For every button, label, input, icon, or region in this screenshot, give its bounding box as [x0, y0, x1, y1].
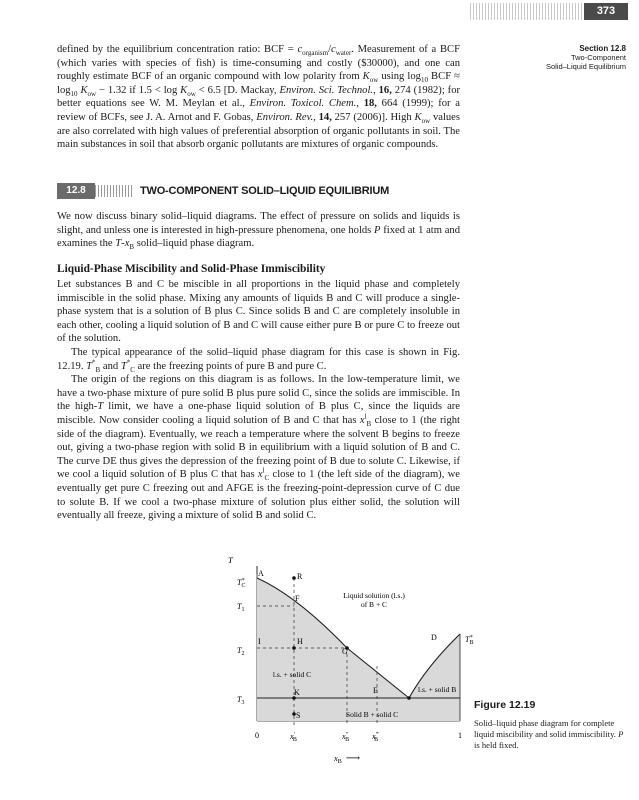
figure-caption: Solid–liquid phase diagram for complete liquid miscibility and solid immiscibility. P is held fixed.: [474, 718, 624, 750]
figure-label: Figure 12.19: [474, 699, 536, 711]
label-k: K: [294, 688, 300, 697]
label-i: I: [258, 637, 261, 646]
citation-journal: Environ. Rev.: [256, 111, 314, 123]
label-a: A: [258, 569, 264, 578]
y-axis-label: T: [228, 555, 233, 565]
region-label-solids: Solid B + solid C: [345, 710, 399, 719]
section-intro-paragraph: We now discuss binary solid–liquid diagrams. The effect of pressure on solids and liquids is slight, and unless one is interested in high-pressure phenomena, one holds P fixed at 1 atm and examines the $T-x_B$ solid–liquid phase diagram.: [57, 211, 460, 252]
intro-paragraph: defined by the equilibrium concentration ratio: BCF = $c_{organism}/c_{water}$. Measurement of a BCF (which varies with species of fish) is time-consuming and costly ($30000), and one can roughly estimate BCF of an organic compound with low polarity from $K_{ow}$ using $\log_{10}$ BCF ≈ $\log_{10} K_{ow} - 1.32$ if $1.5 < \log K_{ow} < 6.5$ [D. Mackay, Environ. Sci. Technol., 16, 274 (1982); for better equations see W. M. Meylan et al., Environ. Toxicol. Chem., 18, 664 (1999); for a review of BCFs, see J. A. Arnot and F. Gobas, Environ. Rev., 14, 257 (2006)]. High $K_{ow}$ values are also correlated with high values of preferential absorption of organic pollutants in soil. The main substances in soil that absorb organic pollutants are mixtures of organic compounds.: [57, 44, 461, 151]
label-g: G: [342, 647, 348, 656]
tick-label-tc: T* C: [237, 578, 246, 589]
label-d: D: [431, 633, 437, 642]
citation-journal: Environ. Toxicol. Chem.: [249, 98, 357, 110]
tick-label-x-prime: x′ B: [290, 732, 297, 743]
phase-diagram-figure: [222, 556, 472, 786]
tick-label-t2: $T_2$: [237, 646, 245, 657]
point-e: [407, 696, 411, 700]
body-paragraph-2: The typical appearance of the solid–liquid phase diagram for this case is shown in Fig. 12.19. $T^*_B$ and $T^*_C$ are the freezing points of pure B and pure C.: [57, 346, 460, 374]
label-s: S: [296, 711, 301, 720]
section-title: TWO-COMPONENT SOLID–LIQUID EQUILIBRIUM: [140, 185, 390, 197]
body-paragraph-3: The origin of the regions on this diagram is as follows. In the low-temperature limit, we have a two-phase mixture of pure solid B plus pure solid C, since the solids are immiscible. In the high-T limit, we have a one-phase liquid solution of B plus C, since the liquids are miscible. Now consider cooling a liquid solution of B and C that has $x^l_B$ close to 1 (the right side of the diagram). Eventually, we reach a temperature where the solvent B begins to freeze out, giving a two-phase region with solid B in equilibrium with a liquid solution of B and C. The curve DE thus gives the depression of the freezing point of B due to solute C. Likewise, if we cool a liquid solution of B plus C that has $x^l_C$ close to 1 (the left side of the diagram), we eventually get pure C freezing out and AFGE is the freezing-point-depression curve of C due to solute B. If we cool a two-phase mixture of solution plus either solid, the solution will eventually all freeze, giving a mixture of solid B and solid C.: [57, 374, 461, 522]
region-label-ls-solid-b: l.s. + solid B: [418, 685, 457, 694]
label-e: E: [373, 686, 378, 695]
header-decoration-bar: [470, 3, 584, 20]
region-label-liquid-2: of B + C: [360, 600, 388, 609]
tick-label-zero: 0: [255, 731, 259, 740]
body-paragraph-1: Let substances B and C be miscible in all proportions in the liquid phase and completely immiscible in the solid phase. Mixing any amounts of liquids B and C will produce a single-phase system that is a solution of B plus C. Since solids B and C are completely insoluble in each other, cooling a liquid solution of B and C will cause either pure B or pure C to freeze out of the solution.: [57, 279, 460, 345]
citation-journal: Environ. Sci. Technol.: [279, 84, 374, 96]
tick-label-one: 1: [458, 731, 462, 740]
page-number: 373: [584, 3, 628, 20]
running-head-title-line2: Solid–Liquid Equilibrium: [545, 62, 626, 71]
tick-label-t3: $T_3$: [237, 695, 245, 706]
label-h: H: [297, 637, 303, 646]
section-number: 12.8: [57, 183, 95, 199]
x-axis-label: $x_B$ ⟶: [334, 753, 361, 765]
label-f: F: [295, 594, 300, 603]
point-h: [292, 646, 296, 650]
tick-label-x-tprime: x‴ B: [372, 732, 379, 743]
tick-label-x-dprime: x″ B: [342, 732, 350, 743]
label-r: R: [297, 572, 303, 581]
region-label-liquid: Liquid solution (l.s.): [343, 591, 405, 600]
section-heading-decoration: [95, 185, 133, 197]
body-text: [57, 278, 460, 523]
tick-label-tb: T* B: [465, 635, 474, 646]
running-head-section: Section 12.8: [579, 44, 626, 53]
point-r: [292, 576, 296, 580]
running-head-title-line1: Two-Component: [570, 53, 626, 62]
region-label-ls-solid-c: l.s. + solid C: [272, 670, 312, 679]
tick-label-t1: $T_1$: [237, 602, 245, 613]
subsection-heading: Liquid-Phase Miscibility and Solid-Phase Immiscibility: [57, 263, 326, 275]
